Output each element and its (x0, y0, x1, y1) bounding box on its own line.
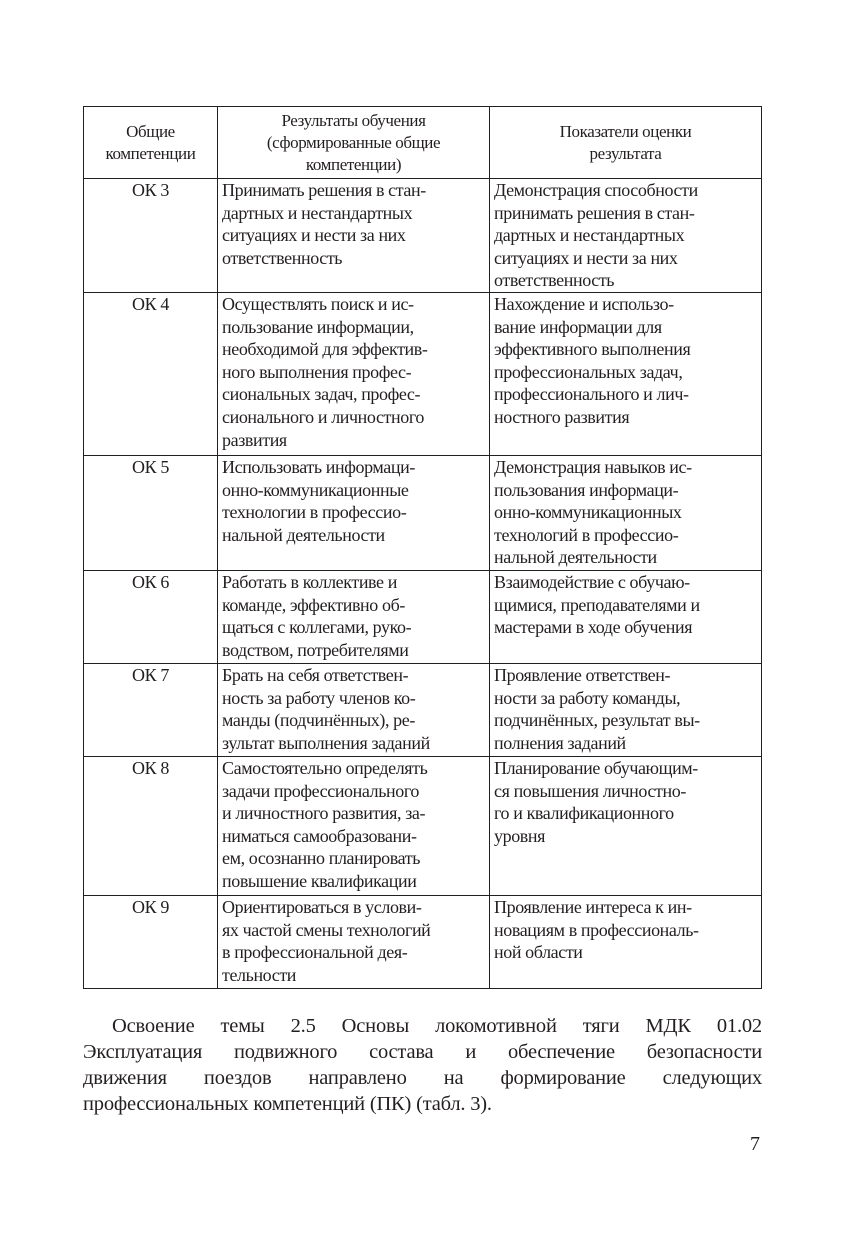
cell-line: подчинённых, результат вы- (494, 710, 700, 731)
table-row (84, 179, 762, 293)
cell-line: ной области (494, 942, 583, 963)
paragraph-line: движения поездов направлено на формирование следующих (83, 1067, 762, 1089)
table-row (84, 757, 762, 896)
competency-code: ОК 7 (84, 664, 218, 757)
cell-line: го и квалификационного (494, 803, 674, 824)
cell-line: новациям в профессиональ- (494, 919, 699, 940)
cell-line: пользование информации, (222, 316, 414, 337)
page-number: 7 (750, 1133, 760, 1155)
cell-line: щаться с коллегами, руко- (222, 617, 412, 638)
cell-line: Брать на себя ответствен- (222, 665, 409, 685)
cell-line: Взаимодействие с обучаю- (494, 572, 690, 592)
competency-code: ОК 6 (84, 571, 218, 664)
cell-line: Осуществлять поиск и ис- (222, 294, 414, 314)
cell-line: необходимой для эффектив- (222, 339, 428, 360)
cell-line: водством, потребителями (222, 639, 409, 660)
cell-line: Самостоятельно определять (222, 758, 428, 778)
cell-line: профессионального и лич- (494, 384, 689, 405)
cell-line: Проявление интереса к ин- (494, 897, 692, 917)
competency-code: ОК 3 (84, 179, 218, 293)
cell-line: дартных и нестандартных (222, 202, 413, 223)
table-header-row (84, 107, 762, 179)
cell-line: Нахождение и использо- (494, 294, 674, 314)
cell-line: ответственность (494, 270, 615, 291)
assessment-indicator-cell (490, 571, 762, 664)
cell-line: ность за работу членов ко- (222, 687, 416, 708)
paragraph-line: Освоение темы 2.5 Основы локомотивной тяги МДК 01.02 (112, 1015, 762, 1037)
header-cell (218, 107, 490, 179)
assessment-indicator-cell (490, 293, 762, 456)
cell-line: ях частой смены технологий (222, 919, 431, 940)
cell-line: эффективного выполнения (494, 339, 691, 360)
cell-line: команде, эффективно об- (222, 594, 405, 615)
assessment-indicator-cell (490, 757, 762, 896)
competency-code: ОК 8 (84, 757, 218, 896)
learning-result-cell (218, 179, 490, 293)
cell-line: сиональных задач, профес- (222, 384, 421, 405)
cell-line: вание информации для (494, 316, 662, 337)
learning-result-cell (218, 456, 490, 571)
paragraph-line: Эксплуатация подвижного состава и обеспечение безопасности (83, 1041, 762, 1063)
cell-line: (сформированные общие (266, 132, 441, 152)
table-row (84, 456, 762, 571)
cell-line: зультат выполнения заданий (222, 732, 430, 753)
cell-line: онно-коммуникационные (222, 479, 409, 500)
cell-line: Проявление ответствен- (494, 665, 671, 685)
cell-line: Использовать информаци- (222, 457, 415, 477)
cell-line: ности за работу команды, (494, 687, 681, 708)
header-cell (84, 107, 218, 179)
cell-line: Результаты обучения (281, 110, 426, 130)
table-row (84, 571, 762, 664)
cell-line: и личностного развития, за- (222, 803, 426, 824)
cell-line: компетенции) (305, 154, 402, 174)
cell-line: компетенции (105, 143, 196, 163)
assessment-indicator-cell (490, 179, 762, 293)
cell-line: Планирование обучающим- (494, 758, 698, 778)
learning-result-cell (218, 896, 490, 989)
cell-line: манды (подчинённых), ре- (222, 710, 415, 731)
competency-code: ОК 9 (84, 896, 218, 989)
cell-line: принимать решения в стан- (494, 202, 695, 223)
cell-line: нальной деятельности (222, 524, 385, 545)
competencies-table (83, 106, 762, 989)
learning-result-cell (218, 293, 490, 456)
cell-line: ситуациях и нести за них (222, 225, 406, 246)
cell-line: онно-коммуникационных (494, 502, 682, 523)
cell-line: дартных и нестандартных (494, 225, 685, 246)
cell-line: результата (589, 143, 662, 163)
competency-code: ОК 4 (84, 293, 218, 456)
cell-line: технологии в профессио- (222, 502, 407, 523)
table-row (84, 896, 762, 989)
cell-line: ответственность (222, 247, 343, 268)
cell-line: сионального и личностного (222, 406, 424, 427)
cell-line: технологий в профессио- (494, 524, 679, 545)
cell-line: Показатели оценки (559, 121, 692, 141)
cell-line: повышение квалификации (222, 870, 417, 891)
cell-line: полнения заданий (494, 732, 626, 753)
cell-line: пользования информаци- (494, 479, 679, 500)
cell-line: ем, осознанно планировать (222, 848, 421, 869)
cell-line: ниматься самообразовани- (222, 825, 417, 846)
assessment-indicator-cell (490, 456, 762, 571)
table-row (84, 664, 762, 757)
cell-line: задачи профессионального (222, 780, 419, 801)
paragraph-line: профессиональных компетенций (ПК) (табл. 3). (83, 1093, 492, 1115)
cell-line: щимися, преподавателями и (494, 594, 700, 615)
cell-line: мастерами в ходе обучения (494, 617, 693, 638)
assessment-indicator-cell (490, 664, 762, 757)
cell-line: Общие (126, 121, 175, 141)
body-paragraph (83, 1013, 762, 1117)
cell-line: профессиональных задач, (494, 361, 683, 382)
cell-line: ного выполнения профес- (222, 361, 412, 382)
competency-code: ОК 5 (84, 456, 218, 571)
assessment-indicator-cell (490, 896, 762, 989)
cell-line: ся повышения личностно- (494, 780, 686, 801)
cell-line: ситуациях и нести за них (494, 247, 678, 268)
cell-line: Демонстрация навыков ис- (494, 457, 692, 477)
table-row (84, 293, 762, 456)
cell-line: развития (222, 429, 287, 450)
cell-line: тельности (222, 964, 297, 985)
cell-line: Ориентироваться в услови- (222, 897, 422, 917)
cell-line: Работать в коллективе и (222, 572, 397, 592)
learning-result-cell (218, 757, 490, 896)
cell-line: в профессиональной дея- (222, 942, 408, 963)
cell-line: Принимать решения в стан- (222, 180, 426, 200)
learning-result-cell (218, 571, 490, 664)
cell-line: ностного развития (494, 406, 630, 427)
cell-line: нальной деятельности (494, 547, 657, 568)
cell-line: уровня (494, 825, 546, 846)
header-cell (490, 107, 762, 179)
cell-line: Демонстрация способности (494, 180, 698, 200)
learning-result-cell (218, 664, 490, 757)
